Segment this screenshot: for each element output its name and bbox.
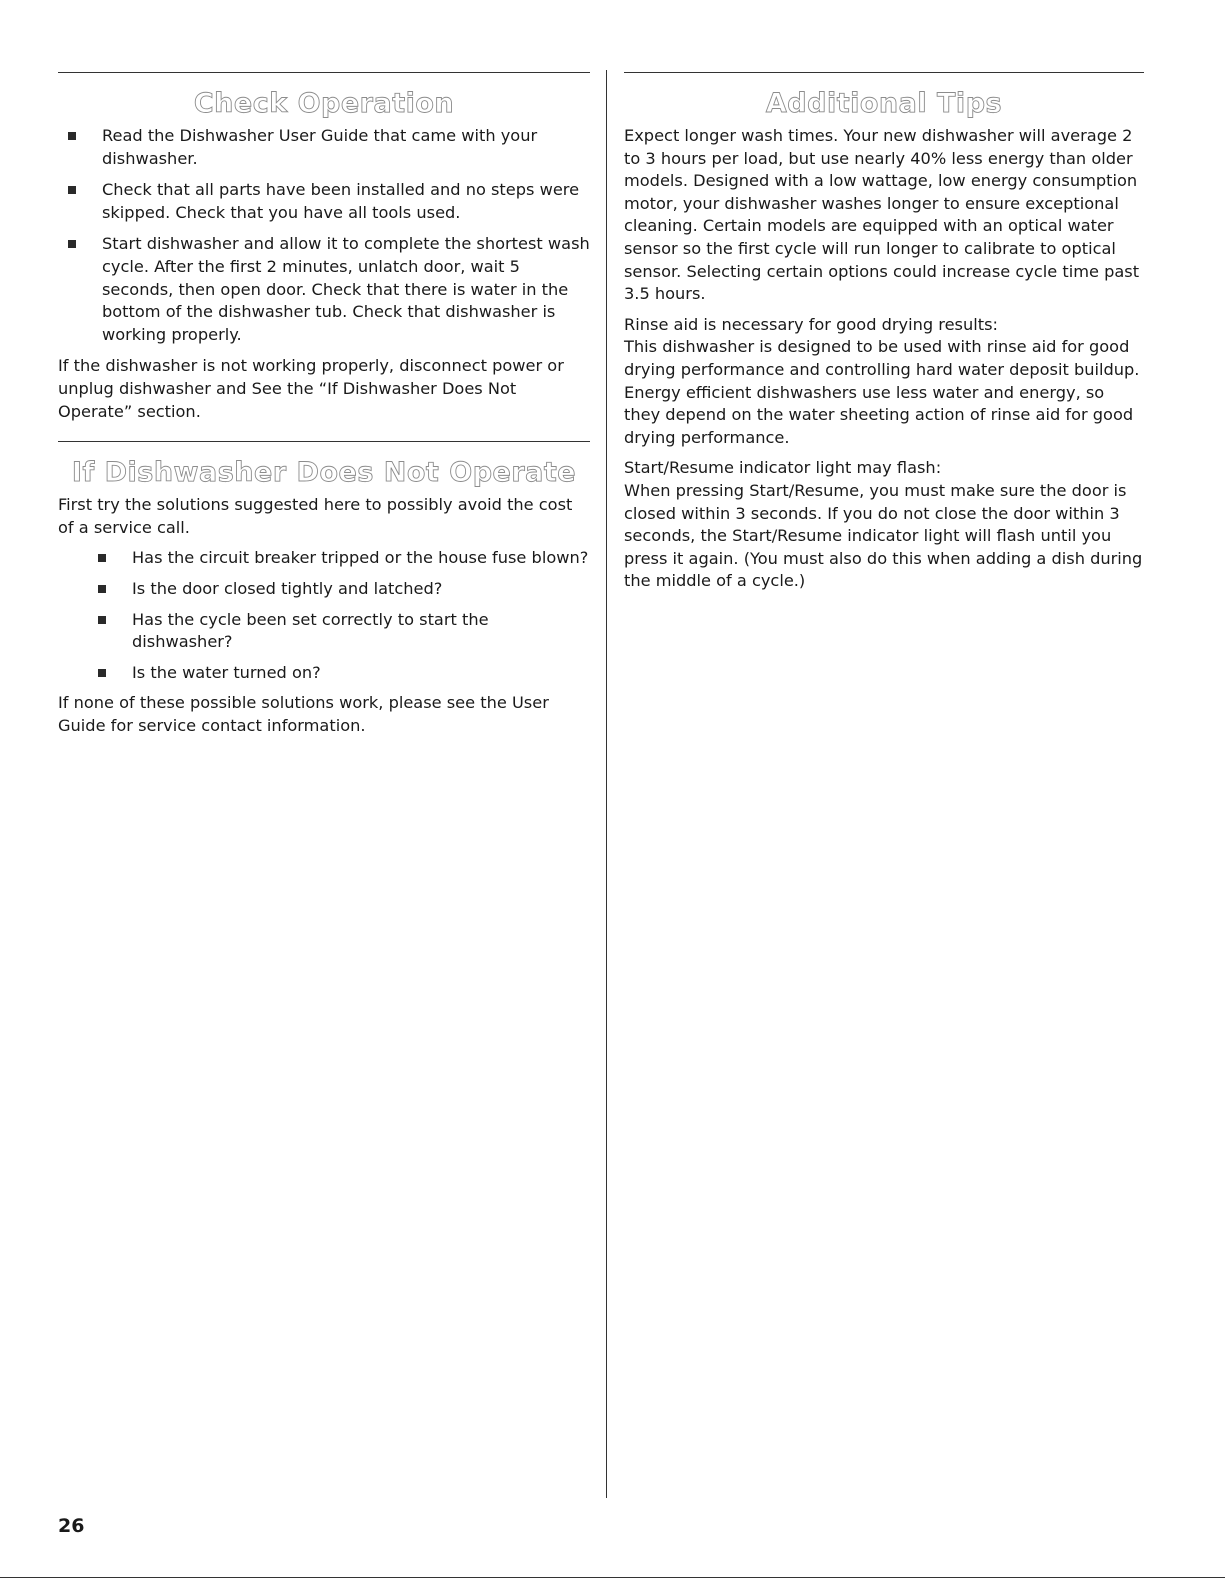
list-item-text: Read the Dishwasher User Guide that came with your dishwasher. [102, 126, 538, 168]
tips-paragraph-rinse-aid [624, 314, 1144, 450]
list-item [58, 547, 590, 570]
list-item-text: Has the cycle been set correctly to start the dishwasher? [132, 609, 489, 652]
not-operate-intro: First try the solutions suggested here to possibly avoid the cost of a service call. [58, 495, 573, 537]
additional-tips-section [624, 72, 1144, 593]
left-column [58, 72, 590, 745]
square-bullet-icon [98, 616, 106, 624]
right-column [624, 72, 1144, 601]
rinse-aid-title: Rinse aid is necessary for good drying results: [624, 314, 998, 334]
check-operation-section [58, 72, 590, 423]
list-item-text: Start dishwasher and allow it to complete the shortest wash cycle. After the first 2 minutes, unlatch door, wait 5 seconds, then open door. Check that there is water in the bottom of the dishwasher tub. Check that dishwasher is working properly. [102, 234, 590, 344]
not-operate-list [58, 547, 590, 684]
square-bullet-icon [98, 585, 106, 593]
tips-paragraph-indicator-light [624, 457, 1144, 593]
rinse-aid-body: This dishwasher is designed to be used with rinse aid for good drying performance and controlling hard water deposit buildup. Energy efficient dishwashers use less water and energy, so they depend on the water sheeting action of rinse aid for good drying performance. [624, 337, 1140, 447]
indicator-light-title: Start/Resume indicator light may flash: [624, 458, 942, 478]
check-operation-list [58, 125, 590, 346]
section-rule [58, 441, 590, 442]
list-item [58, 662, 590, 685]
square-bullet-icon [68, 132, 76, 140]
list-item-text: Is the water turned on? [132, 662, 321, 682]
page-number: 26 [58, 1515, 85, 1537]
list-item [58, 609, 590, 654]
list-item-text: Is the door closed tightly and latched? [132, 578, 443, 598]
check-operation-footer: If the dishwasher is not working properly, disconnect power or unplug dishwasher and See the “If Dishwasher Does Not Operate” section. [58, 356, 564, 421]
square-bullet-icon [68, 240, 76, 248]
square-bullet-icon [98, 554, 106, 562]
indicator-light-body: When pressing Start/Resume, you must make sure the door is closed within 3 seconds. If you do not close the door within 3 seconds, the Start/Resume indicator light will flash until you press it again. (You must also do this when adding a dish during the middle of a cycle.) [624, 480, 1143, 591]
square-bullet-icon [68, 186, 76, 194]
tips-paragraph-wash-times: Expect longer wash times. Your new dishwasher will average 2 to 3 hours per load, but use nearly 40% less energy than older models. Designed with a low wattage, low energy consumption motor, your dishwasher washes longer to ensure exceptional cleaning. Certain models are equipped with an optical water sensor so the first cycle will run longer to calibrate to optical sensor. Selecting certain options could increase cycle time past 3.5 hours. [624, 126, 1140, 304]
square-bullet-icon [98, 669, 106, 677]
list-item [58, 179, 590, 224]
not-operate-heading: If Dishwasher Does Not Operate [71, 457, 577, 489]
page-bottom-rule [0, 1577, 1225, 1578]
section-rule [58, 72, 590, 73]
list-item-text: Check that all parts have been installed and no steps were skipped. Check that you have all tools used. [102, 180, 580, 222]
list-item [58, 125, 590, 170]
list-item-text: Has the circuit breaker tripped or the house fuse blown? [132, 548, 589, 568]
not-operate-footer: If none of these possible solutions work, please see the User Guide for service contact information. [58, 693, 549, 735]
not-operate-section [58, 441, 590, 737]
column-divider [606, 70, 607, 1498]
additional-tips-heading: Additional Tips [765, 88, 1003, 119]
check-operation-heading: Check Operation [193, 88, 455, 119]
list-item [58, 233, 590, 346]
list-item [58, 578, 590, 601]
section-rule [624, 72, 1144, 73]
